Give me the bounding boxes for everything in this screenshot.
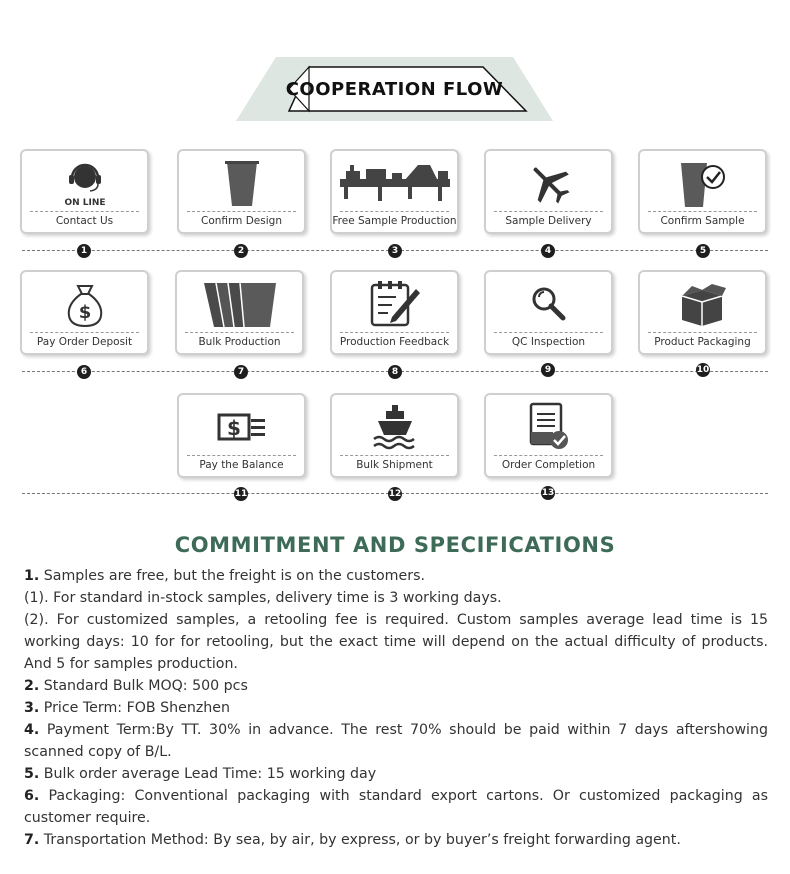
step-label: Pay the Balance xyxy=(199,459,284,471)
spec-item-1-2 xyxy=(24,609,768,675)
step-card-bulk-production xyxy=(175,270,304,355)
spec-number: 2. xyxy=(24,678,40,694)
spec-text: (2). For customized samples, a retooling fee is required. Custom samples average lead time is 15 working days: 10 for for retooling, but the exact time will depend on the actual difficulty of products. And 5 for samples production. xyxy=(24,612,768,672)
step-label: Confirm Sample xyxy=(660,215,745,227)
step-label: Bulk Production xyxy=(198,336,281,348)
clipboard-pen-icon xyxy=(332,276,457,332)
step-label: Bulk Shipment xyxy=(356,459,433,471)
spec-text: (1). For standard in-stock samples, delivery time is 3 working days. xyxy=(24,590,502,606)
step-number: 12 xyxy=(388,489,402,499)
step-card-contact-us xyxy=(20,149,149,234)
step-card-production-feedback xyxy=(330,270,459,355)
step-number: 13 xyxy=(541,488,555,498)
step-label: Confirm Design xyxy=(201,215,282,227)
box-icon xyxy=(640,276,765,332)
step-label: Sample Delivery xyxy=(505,215,592,227)
spec-text: Packaging: Conventional packaging with standard export cartons. Or customized packaging as customer require. xyxy=(24,788,768,826)
step-number: 7 xyxy=(234,365,248,379)
document-check-icon xyxy=(486,399,611,455)
online-support-icon xyxy=(22,155,147,211)
step-number: 2 xyxy=(234,244,248,258)
step-number: 6 xyxy=(77,365,91,379)
step-label: Production Feedback xyxy=(339,336,450,348)
spec-text: Samples are free, but the freight is on the customers. xyxy=(39,568,425,584)
spec-item-2 xyxy=(24,675,768,697)
svg-text:$: $ xyxy=(226,416,241,440)
spec-number: 4. xyxy=(24,722,40,738)
step-label: Order Completion xyxy=(501,459,596,471)
step-card-bulk-shipment xyxy=(330,393,459,478)
spec-text: Bulk order average Lead Time: 15 working day xyxy=(39,766,377,782)
spec-text: Payment Term:By TT. 30% in advance. The rest 70% should be paid within 7 days aftershowing scanned copy of B/L. xyxy=(24,722,768,760)
spec-number: 7. xyxy=(24,832,40,848)
ship-icon xyxy=(332,399,457,455)
magnifier-icon xyxy=(486,276,611,332)
step-number: 11 xyxy=(234,489,248,499)
step-card-qc-inspection xyxy=(484,270,613,355)
step-label: Contact Us xyxy=(55,215,114,227)
spec-text: Standard Bulk MOQ: 500 pcs xyxy=(39,678,248,694)
step-label: Pay Order Deposit xyxy=(36,336,133,348)
page-title: COOPERATION FLOW xyxy=(285,78,504,100)
step-number: 8 xyxy=(388,365,402,379)
step-number: 1 xyxy=(77,244,91,258)
spec-item-1 xyxy=(24,565,768,587)
spec-item-3 xyxy=(24,697,768,719)
money-bag-icon xyxy=(22,276,147,332)
step-card-product-packaging xyxy=(638,270,767,355)
spec-text: Price Term: FOB Shenzhen xyxy=(39,700,231,716)
spec-item-7 xyxy=(24,829,768,851)
spec-item-4 xyxy=(24,719,768,763)
cooperation-flow-banner xyxy=(236,57,553,121)
step-card-confirm-design xyxy=(177,149,306,234)
production-line-icon xyxy=(332,155,457,211)
step-card-free-sample-production xyxy=(330,149,459,234)
step-card-sample-delivery xyxy=(484,149,613,234)
step-card-order-completion xyxy=(484,393,613,478)
step-card-pay-the-balance xyxy=(177,393,306,478)
spec-item-5 xyxy=(24,763,768,785)
stacked-cups-icon xyxy=(177,276,302,332)
commitment-title: COMMITMENT AND SPECIFICATIONS xyxy=(174,533,616,557)
spec-number: 3. xyxy=(24,700,40,716)
step-number: 3 xyxy=(388,244,402,258)
spec-number: 1. xyxy=(24,568,40,584)
spec-text: Transportation Method: By sea, by air, by express, or by buyer’s freight forwarding agent. xyxy=(39,832,681,848)
step-number: 4 xyxy=(541,244,555,258)
spec-number: 6. xyxy=(24,788,40,804)
cash-icon xyxy=(179,399,304,455)
cup-check-icon xyxy=(640,155,765,211)
step-label: Product Packaging xyxy=(654,336,751,348)
step-number: 9 xyxy=(541,363,555,377)
step-number: 10 xyxy=(696,365,710,375)
step-number: 5 xyxy=(696,244,710,258)
svg-text:$: $ xyxy=(78,302,91,323)
online-text: ON LINE xyxy=(63,198,106,207)
airplane-icon xyxy=(486,155,611,211)
step-label: QC Inspection xyxy=(511,336,586,348)
step-label: Free Sample Production xyxy=(332,215,457,227)
spec-item-1-1 xyxy=(24,587,768,609)
spec-item-6 xyxy=(24,785,768,829)
cup-icon xyxy=(179,155,304,211)
step-card-pay-order-deposit xyxy=(20,270,149,355)
spec-number: 5. xyxy=(24,766,40,782)
step-card-confirm-sample xyxy=(638,149,767,234)
